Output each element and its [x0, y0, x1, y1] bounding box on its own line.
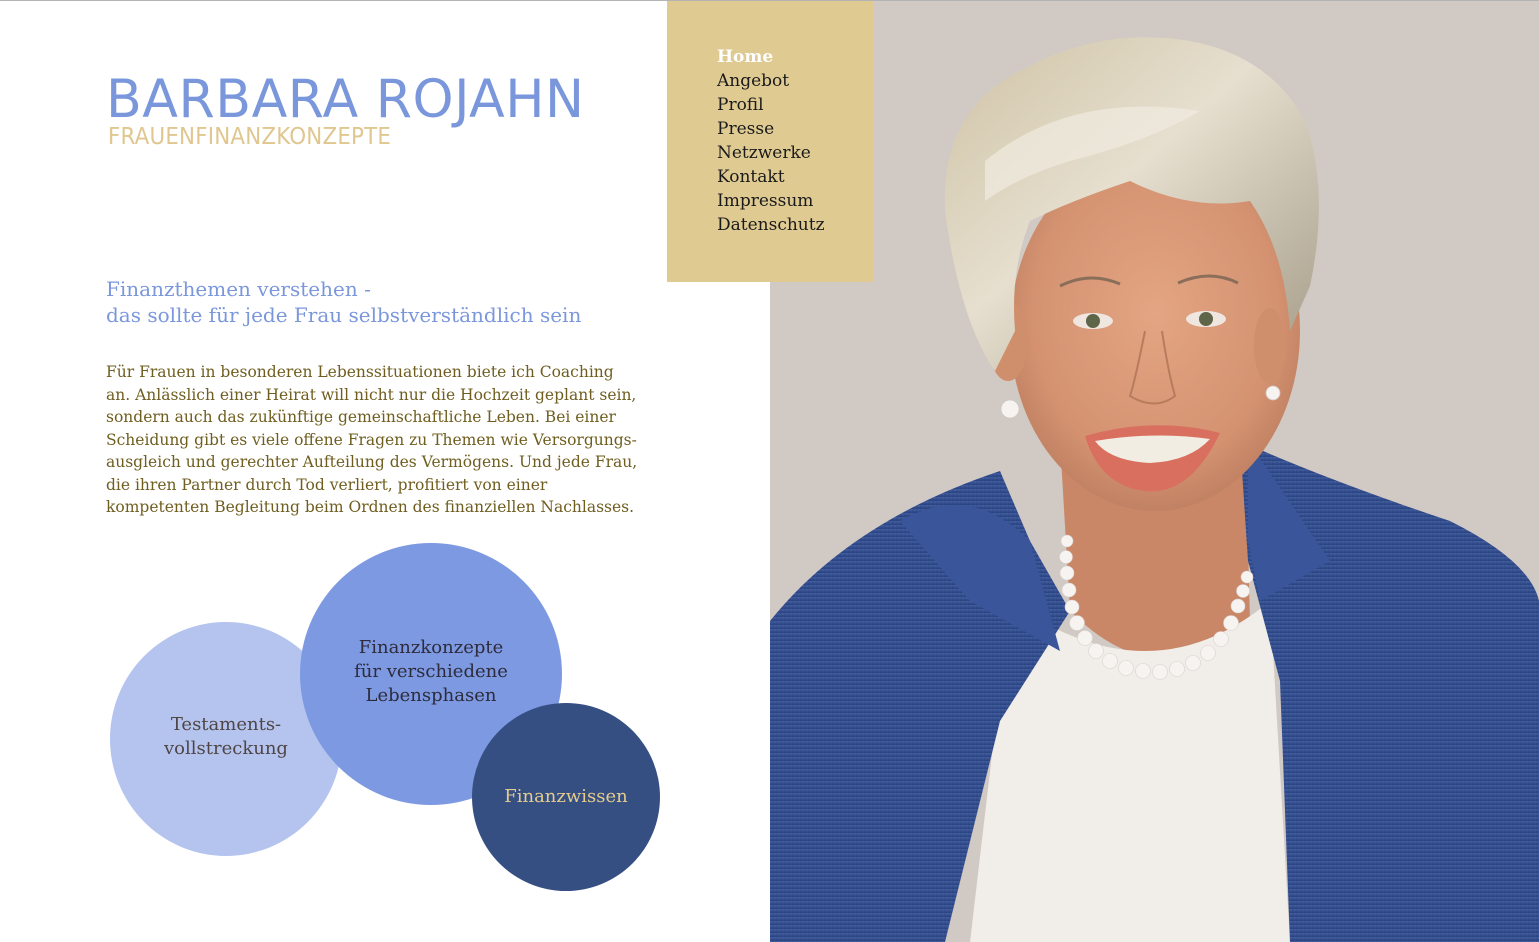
nav-item-profil[interactable]: Profil	[717, 95, 764, 115]
site-logo[interactable]	[106, 69, 592, 150]
intro-line: die ihren Partner durch Tod verliert, profitiert von einer	[106, 475, 548, 494]
top-border	[0, 0, 1539, 1]
portrait-photo	[770, 1, 1539, 942]
bubble-label-line: Finanzkonzepte	[358, 637, 504, 658]
page-headline	[106, 276, 581, 328]
headline-line-1: Finanzthemen verstehen -	[106, 277, 371, 301]
nav-item-impressum[interactable]: Impressum	[717, 191, 814, 211]
bubble-label-line: vollstreckung	[164, 738, 288, 759]
intro-line: Scheidung gibt es viele offene Fragen zu Themen wie Versorgungs-	[106, 430, 637, 449]
nav-item-netzwerke[interactable]: Netzwerke	[717, 143, 811, 163]
bubble-label	[504, 785, 628, 809]
bubble-label-line: Testaments-	[170, 714, 282, 735]
nav-item-kontakt[interactable]: Kontakt	[717, 167, 785, 187]
nav-list	[717, 45, 825, 237]
intro-line: ausgleich und gerechter Aufteilung des Vermögens. Und jede Frau,	[106, 453, 638, 471]
intro-paragraph	[106, 361, 676, 519]
intro-line: sondern auch das zukünftige gemeinschaftliche Leben. Bei einer	[106, 408, 616, 426]
nav-item-datenschutz[interactable]: Datenschutz	[717, 215, 825, 235]
main-navigation	[667, 1, 873, 282]
bubble-label-line: Finanzwissen	[504, 786, 628, 807]
intro-line: Für Frauen in besonderen Lebenssituationen biete ich Coaching	[106, 363, 614, 381]
intro-line: an. Anlässlich einer Heirat will nicht nur die Hochzeit geplant sein,	[106, 385, 637, 404]
bubble-label	[354, 636, 508, 708]
portrait-image	[770, 1, 1539, 942]
nav-item-home[interactable]: Home	[717, 47, 774, 67]
headline-line-2: das sollte für jede Frau selbstverständlich sein	[106, 303, 582, 327]
logo-subtitle: FRAUENFINANZKONZEPTE	[108, 124, 392, 150]
intro-line: kompetenten Begleitung beim Ordnen des finanziellen Nachlasses.	[106, 498, 635, 516]
bubble-label-line: für verschiedene	[354, 661, 508, 682]
bubble-label-line: Lebensphasen	[365, 685, 497, 706]
nav-item-presse[interactable]: Presse	[717, 119, 775, 139]
bubble-finanzwissen[interactable]	[472, 703, 660, 891]
bubble-label	[164, 713, 288, 761]
logo-name: BARBARA ROJAHN	[106, 69, 585, 130]
nav-item-angebot[interactable]: Angebot	[717, 71, 790, 91]
